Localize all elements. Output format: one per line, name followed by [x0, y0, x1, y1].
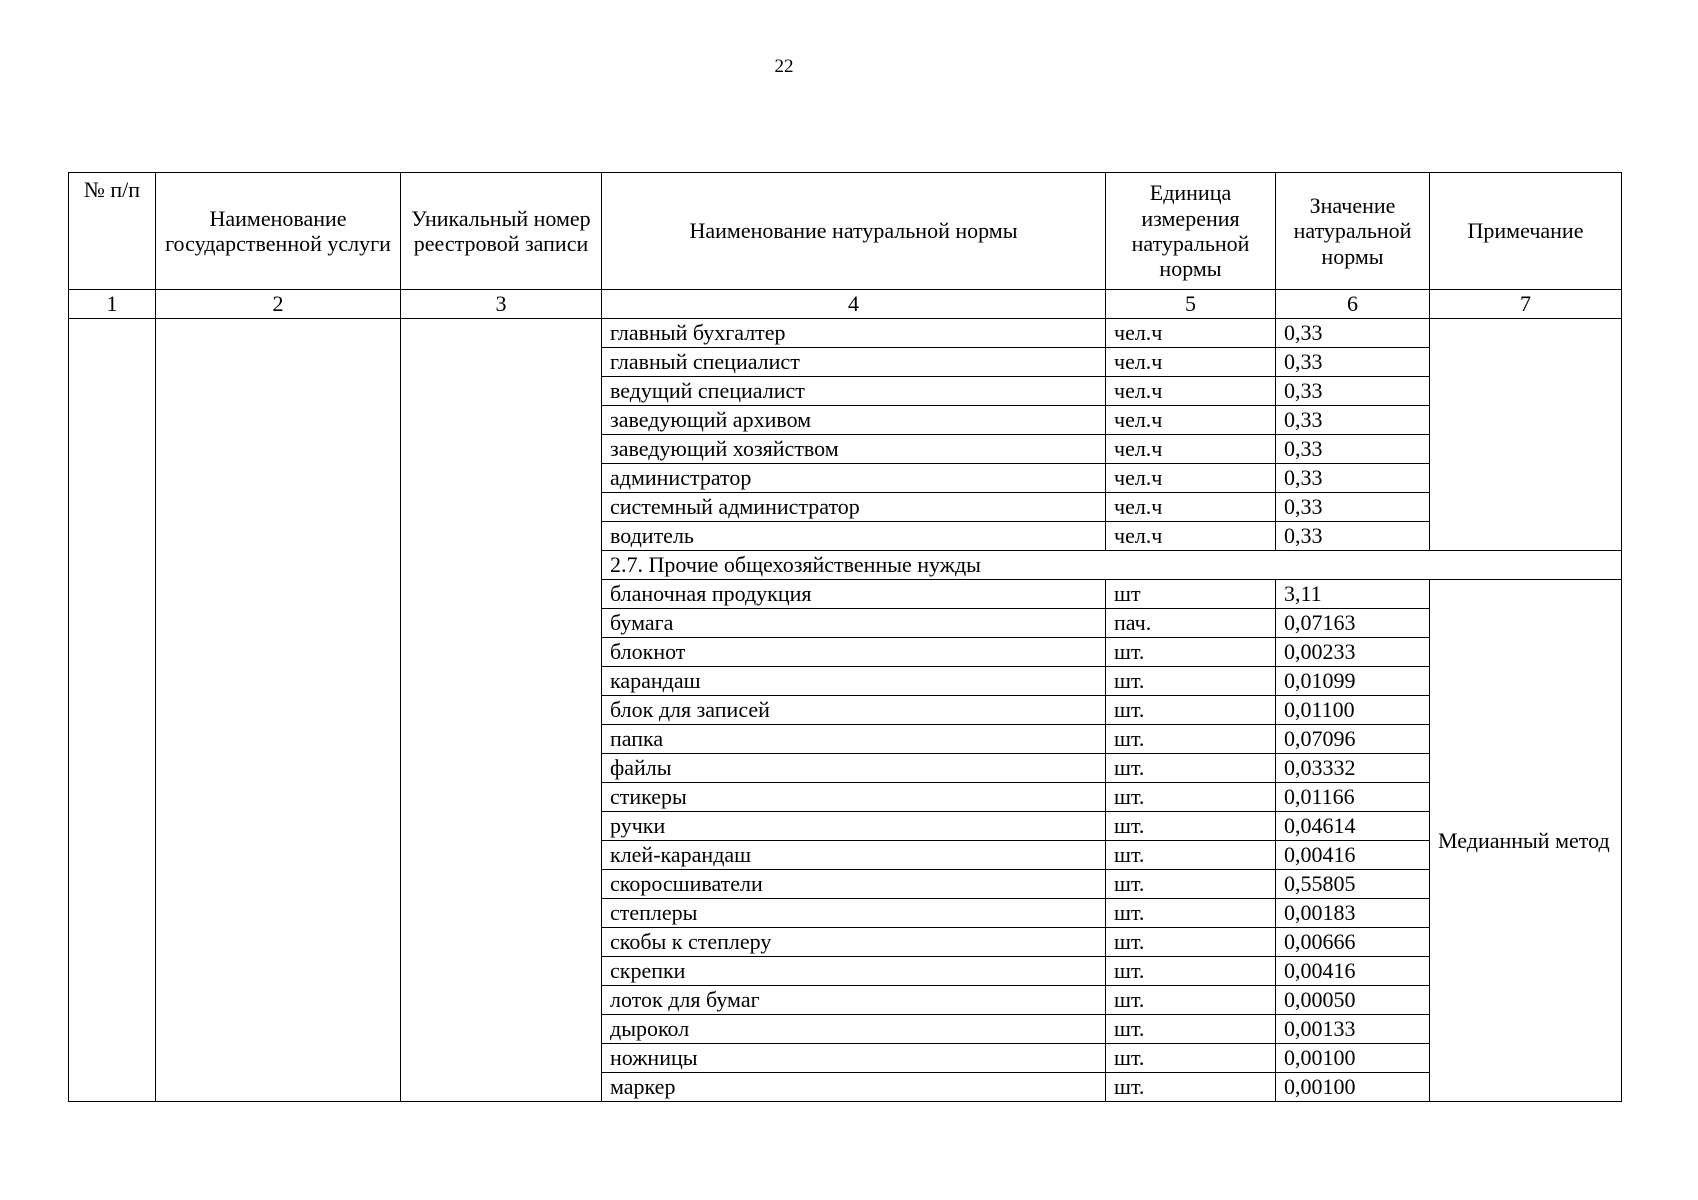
- norm-value: 0,00416: [1276, 841, 1430, 870]
- norm-value: 0,00183: [1276, 899, 1430, 928]
- norm-value: 0,33: [1276, 319, 1430, 348]
- norm-name: заведующий хозяйством: [602, 435, 1106, 464]
- column-number-row: [69, 290, 1622, 319]
- norm-unit: шт.: [1106, 1044, 1276, 1073]
- norm-value: 0,33: [1276, 464, 1430, 493]
- norm-name: администратор: [602, 464, 1106, 493]
- norm-unit: шт.: [1106, 696, 1276, 725]
- norm-unit: шт.: [1106, 754, 1276, 783]
- norm-unit: шт.: [1106, 1015, 1276, 1044]
- norm-value: 0,33: [1276, 406, 1430, 435]
- norm-value: 0,55805: [1276, 870, 1430, 899]
- norm-unit: чел.ч: [1106, 319, 1276, 348]
- norm-unit: шт.: [1106, 725, 1276, 754]
- natural-norms-table: [68, 172, 1622, 1102]
- norm-value: 0,00050: [1276, 986, 1430, 1015]
- norm-unit: шт.: [1106, 638, 1276, 667]
- norm-unit: чел.ч: [1106, 522, 1276, 551]
- norm-unit: чел.ч: [1106, 377, 1276, 406]
- norm-name: маркер: [602, 1073, 1106, 1102]
- norm-value: 0,33: [1276, 493, 1430, 522]
- norm-value: 0,07096: [1276, 725, 1430, 754]
- header-cell: Уникальный номер реестровой записи: [401, 173, 602, 290]
- service-name-cell: [156, 319, 401, 1102]
- norm-name: бумага: [602, 609, 1106, 638]
- row-number-cell: [69, 319, 156, 1102]
- norm-value: 0,01166: [1276, 783, 1430, 812]
- norm-value: 3,11: [1276, 580, 1430, 609]
- registry-number-cell: [401, 319, 602, 1102]
- norm-unit: шт: [1106, 580, 1276, 609]
- header-cell: Единица измерения натуральной нормы: [1106, 173, 1276, 290]
- norm-name: стикеры: [602, 783, 1106, 812]
- norm-unit: шт.: [1106, 870, 1276, 899]
- column-number: 1: [69, 290, 156, 319]
- norm-name: блок для записей: [602, 696, 1106, 725]
- column-number: 5: [1106, 290, 1276, 319]
- norm-unit: шт.: [1106, 812, 1276, 841]
- norm-value: 0,00133: [1276, 1015, 1430, 1044]
- table-row: [69, 319, 1622, 348]
- norm-value: 0,00100: [1276, 1073, 1430, 1102]
- norm-unit: шт.: [1106, 1073, 1276, 1102]
- norm-unit: чел.ч: [1106, 348, 1276, 377]
- column-number: 4: [602, 290, 1106, 319]
- norm-value: 0,00233: [1276, 638, 1430, 667]
- norm-value: 0,03332: [1276, 754, 1430, 783]
- header-cell: Примечание: [1430, 173, 1622, 290]
- header-cell: Наименование натуральной нормы: [602, 173, 1106, 290]
- norm-value: 0,33: [1276, 522, 1430, 551]
- column-number: 6: [1276, 290, 1430, 319]
- norm-unit: шт.: [1106, 841, 1276, 870]
- column-number: 7: [1430, 290, 1622, 319]
- header-cell: Наименование государственной услуги: [156, 173, 401, 290]
- page-number: 22: [774, 56, 794, 77]
- norm-value: 0,01100: [1276, 696, 1430, 725]
- column-number: 3: [401, 290, 602, 319]
- norm-unit: шт.: [1106, 986, 1276, 1015]
- norm-unit: чел.ч: [1106, 435, 1276, 464]
- norm-unit: шт.: [1106, 957, 1276, 986]
- norm-name: бланочная продукция: [602, 580, 1106, 609]
- norm-name: водитель: [602, 522, 1106, 551]
- norm-name: скоросшиватели: [602, 870, 1106, 899]
- norm-unit: пач.: [1106, 609, 1276, 638]
- norm-value: 0,00666: [1276, 928, 1430, 957]
- header-row: [69, 173, 1622, 290]
- norm-unit: чел.ч: [1106, 464, 1276, 493]
- norm-unit: чел.ч: [1106, 406, 1276, 435]
- norm-name: дырокол: [602, 1015, 1106, 1044]
- norm-value: 0,33: [1276, 377, 1430, 406]
- norm-name: ведущий специалист: [602, 377, 1106, 406]
- norm-name: степлеры: [602, 899, 1106, 928]
- norm-value: 0,04614: [1276, 812, 1430, 841]
- norm-name: папка: [602, 725, 1106, 754]
- norm-name: лоток для бумаг: [602, 986, 1106, 1015]
- norm-name: ручки: [602, 812, 1106, 841]
- norm-value: 0,33: [1276, 435, 1430, 464]
- header-cell: Значение натуральной нормы: [1276, 173, 1430, 290]
- norm-name: главный специалист: [602, 348, 1106, 377]
- norm-name: карандаш: [602, 667, 1106, 696]
- note-cell: Медианный метод: [1430, 580, 1622, 1102]
- norm-value: 0,01099: [1276, 667, 1430, 696]
- norm-name: системный администратор: [602, 493, 1106, 522]
- norm-name: ножницы: [602, 1044, 1106, 1073]
- header-cell: № п/п: [69, 173, 156, 290]
- norm-unit: шт.: [1106, 783, 1276, 812]
- norm-name: скобы к степлеру: [602, 928, 1106, 957]
- norm-value: 0,33: [1276, 348, 1430, 377]
- norm-unit: шт.: [1106, 667, 1276, 696]
- norm-unit: шт.: [1106, 928, 1276, 957]
- section-title: 2.7. Прочие общехозяйственные нужды: [602, 551, 1622, 580]
- norm-unit: чел.ч: [1106, 493, 1276, 522]
- norm-name: главный бухгалтер: [602, 319, 1106, 348]
- column-number: 2: [156, 290, 401, 319]
- norm-name: файлы: [602, 754, 1106, 783]
- norm-name: скрепки: [602, 957, 1106, 986]
- norm-unit: шт.: [1106, 899, 1276, 928]
- note-cell: [1430, 319, 1622, 551]
- norm-value: 0,07163: [1276, 609, 1430, 638]
- norm-name: клей-карандаш: [602, 841, 1106, 870]
- norm-name: блокнот: [602, 638, 1106, 667]
- norm-name: заведующий архивом: [602, 406, 1106, 435]
- norm-value: 0,00100: [1276, 1044, 1430, 1073]
- norm-value: 0,00416: [1276, 957, 1430, 986]
